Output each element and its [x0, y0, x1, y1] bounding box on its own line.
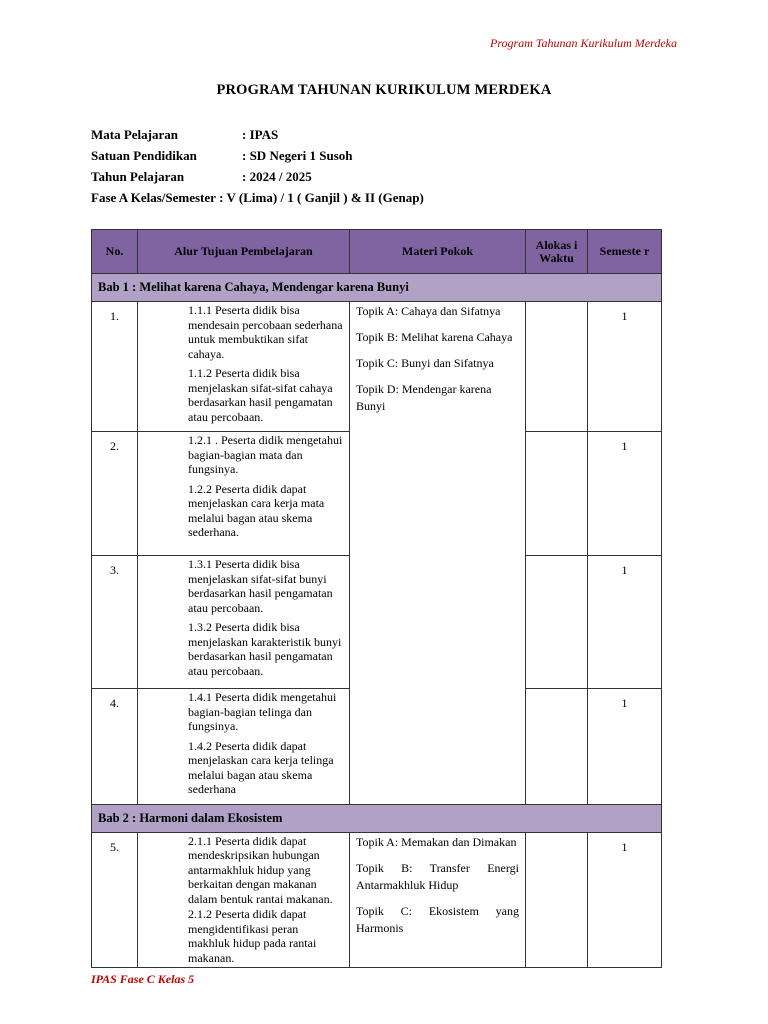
row-semester: 1 [588, 832, 662, 968]
row-semester: 1 [588, 556, 662, 689]
meta-label: Fase A Kelas/Semester [91, 190, 216, 205]
atp-item: 1.2.1 . Peserta didik mengetahui bagian-bagian mata dan fungsinya. [188, 433, 343, 476]
topic-item: Topik B: Melihat karena Cahaya [356, 330, 513, 344]
topic-item: Topik C: Ekosistem yang Harmonis [356, 903, 519, 935]
row-no: 3. [92, 556, 138, 689]
header-note: Program Tahunan Kurikulum Merdeka [490, 36, 677, 50]
atp-cell [138, 689, 350, 805]
row-semester: 1 [588, 302, 662, 432]
program-table [91, 229, 662, 968]
atp-item: 1.3.2 Peserta didik bisa menjelaskan karakteristik bunyi berdasarkan hasil pengamatan atau percobaan. [188, 620, 342, 678]
bab-row [92, 274, 662, 302]
atp-cell [138, 302, 350, 432]
topic-item: Topik D: Mendengar karena Bunyi [356, 382, 492, 413]
table-header-row [92, 230, 662, 274]
meta-row-school [91, 145, 424, 166]
table-row [92, 302, 662, 432]
atp-item: 1.1.1 Peserta didik bisa mendesain percobaan sederhana untuk membuktikan sifat cahaya. [188, 303, 343, 361]
atp-item: 1.4.2 Peserta didik dapat menjelaskan cara kerja telinga melalui bagan atau skema sederhana [188, 738, 334, 796]
row-semester: 1 [588, 432, 662, 556]
meta-value: : SD Negeri 1 Susoh [242, 148, 353, 163]
table-row [92, 832, 662, 968]
header-alokasi: Alokas i Waktu [526, 230, 588, 274]
header-materi: Materi Pokok [350, 230, 526, 274]
atp-item: 2.1.1 Peserta didik dapat mendeskripsikan hubungan antarmakhluk hidup yang berkaitan dengan makanan dalam bentuk rantai makanan. [188, 833, 333, 906]
topic-item: Topik A: Memakan dan Dimakan [356, 834, 517, 849]
atp-item: 1.1.2 Peserta didik bisa menjelaskan sifat-sifat cahaya berdasarkan hasil pengamatan atau percobaan. [188, 366, 333, 424]
row-semester: 1 [588, 689, 662, 805]
bab-title: Bab 1 : Melihat karena Cahaya, Mendengar karena Bunyi [92, 274, 662, 302]
atp-item: 2.1.2 Peserta didik dapat mengidentifikasi peran makhluk hidup pada rantai makanan. [188, 907, 317, 965]
header-atp: Alur Tujuan Pembelajaran [138, 230, 350, 274]
footer-note: IPAS Fase C Kelas 5 [91, 972, 195, 986]
header-no: No. [92, 230, 138, 274]
atp-cell [138, 556, 350, 689]
meta-value: : 2024 / 2025 [242, 169, 312, 184]
topic-item: Topik C: Bunyi dan Sifatnya [356, 356, 494, 370]
meta-row-year [91, 166, 424, 187]
meta-row-phase [91, 187, 424, 208]
atp-item: 1.2.2 Peserta didik dapat menjelaskan cara kerja mata melalui bagan atau skema sederhana. [188, 481, 325, 539]
materi-cell [350, 832, 526, 968]
meta-value: : IPAS [242, 127, 279, 142]
alokasi-cell [526, 832, 588, 968]
alokasi-cell [526, 689, 588, 805]
atp-item: 1.3.1 Peserta didik bisa menjelaskan sifat-sifat bunyi berdasarkan hasil pengamatan atau percobaan. [188, 557, 333, 615]
meta-label: Mata Pelajaran [91, 127, 179, 142]
page-title: PROGRAM TAHUNAN KURIKULUM MERDEKA [216, 82, 552, 98]
row-no: 4. [92, 689, 138, 805]
topic-item: Topik A: Cahaya dan Sifatnya [356, 304, 501, 318]
meta-label: Tahun Pelajaran [91, 169, 185, 184]
atp-cell [138, 432, 350, 556]
alokasi-cell [526, 302, 588, 432]
meta-row-subject [91, 124, 424, 145]
row-no: 5. [92, 832, 138, 968]
topic-item: Topik B: Transfer Energi Antarmakhluk Hidup [356, 860, 519, 892]
materi-cell [350, 302, 526, 805]
row-no: 2. [92, 432, 138, 556]
header-semester: Semeste r [588, 230, 662, 274]
row-no: 1. [92, 302, 138, 432]
bab-row [92, 804, 662, 832]
alokasi-cell [526, 556, 588, 689]
meta-value: : V (Lima) / 1 ( Ganjil ) & II (Genap) [219, 190, 424, 205]
meta-label: Satuan Pendidikan [91, 148, 197, 163]
atp-item: 1.4.1 Peserta didik mengetahui bagian-bagian telinga dan fungsinya. [188, 690, 337, 733]
bab-title: Bab 2 : Harmoni dalam Ekosistem [92, 804, 662, 832]
atp-cell [138, 832, 350, 968]
alokasi-cell [526, 432, 588, 556]
document-meta [91, 124, 424, 208]
